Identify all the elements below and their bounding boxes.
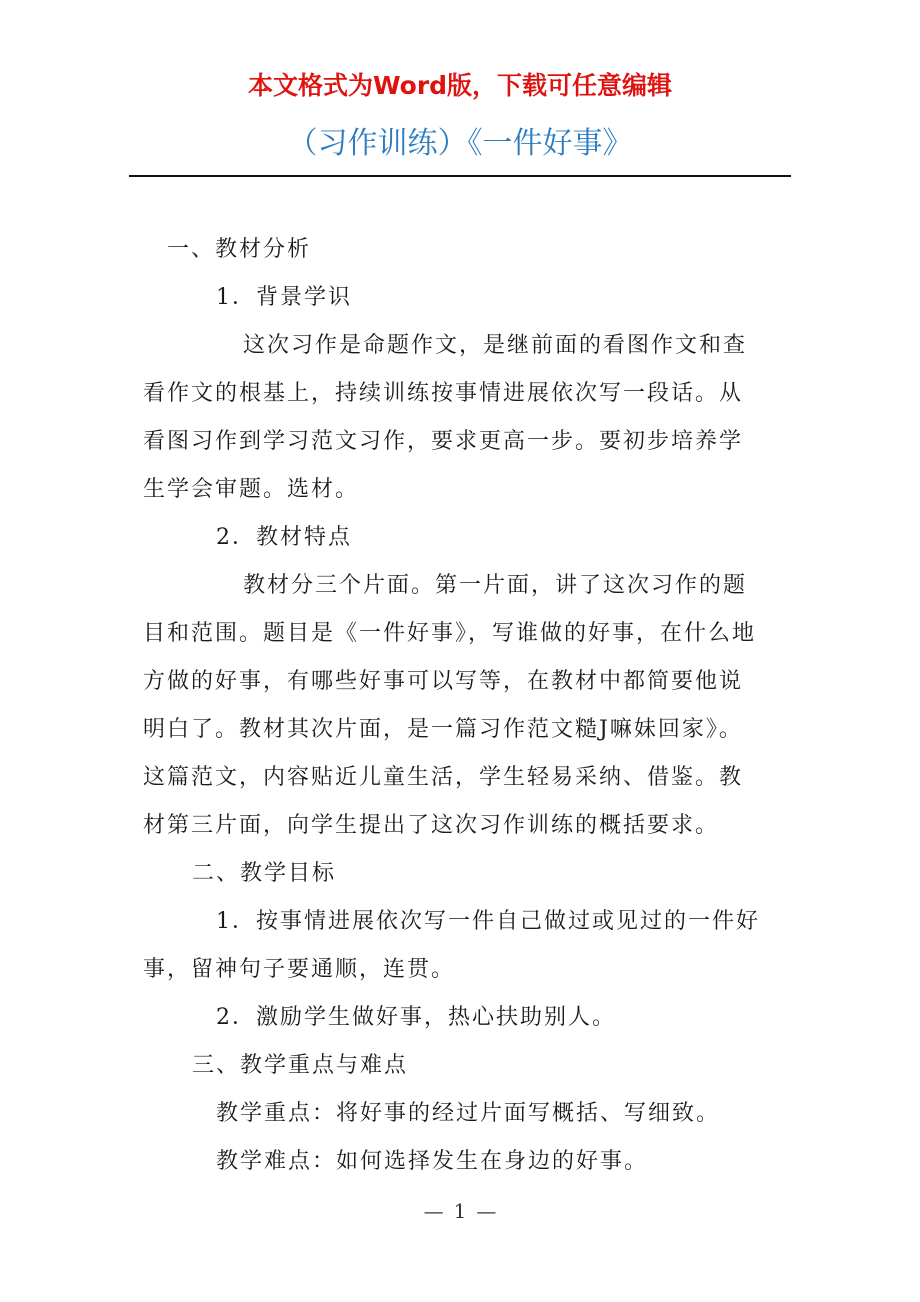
subheading-background: 1．背景学识 [216, 285, 352, 310]
paragraph-line: 这次习作是命题作文，是继前面的看图作文和查 [243, 333, 748, 358]
paragraph-line: 生学会审题。选材。 [143, 477, 360, 502]
title-divider [129, 175, 791, 177]
objective-line: 2．激励学生做好事，热心扶助别人。 [216, 1005, 616, 1030]
footer-dash-left: — [423, 1199, 444, 1223]
difficulty-line: 教学难点：如何选择发生在身边的好事。 [216, 1149, 649, 1174]
subheading-features: 2．教材特点 [216, 525, 352, 550]
paragraph-line: 方做的好事，有哪些好事可以写等，在教材中都简要他说 [143, 669, 744, 694]
footer-dash-right: — [476, 1199, 497, 1223]
paragraph-line: 教材分三个片面。第一片面，讲了这次习作的题 [243, 573, 748, 598]
objective-line: 事，留神句子要通顺，连贯。 [143, 957, 456, 982]
paragraph-line: 这篇范文，内容贴近儿童生活，学生轻易采纳、借鉴。教 [143, 765, 744, 790]
section-heading-2: 二、教学目标 [192, 861, 337, 886]
page-number: 1 [453, 1199, 467, 1223]
page-footer [0, 1196, 920, 1226]
section-heading-3: 三、教学重点与难点 [192, 1053, 409, 1078]
word-format-banner: 本文格式为Word版，下载可任意编辑 [247, 71, 673, 100]
objective-line: 1．按事情进展依次写一件自己做过或见过的一件好 [216, 909, 760, 934]
document-title: （习作训练）《一件好事》 [287, 126, 633, 161]
paragraph-line: 看图习作到学习范文习作，要求更高一步。要初步培养学 [143, 429, 744, 454]
section-heading-1: 一、教材分析 [167, 237, 312, 262]
paragraph-line: 明白了。教材其次片面，是一篇习作范文糙J嘛妹回家》。 [143, 717, 743, 742]
paragraph-line: 目和范围。题目是《一件好事》，写谁做的好事，在什么地 [143, 621, 757, 646]
paragraph-line: 看作文的根基上，持续训练按事情进展依次写一段话。从 [143, 381, 744, 406]
paragraph-line: 材第三片面，向学生提出了这次习作训练的概括要求。 [143, 813, 720, 838]
key-point-line: 教学重点：将好事的经过片面写概括、写细致。 [216, 1101, 721, 1126]
